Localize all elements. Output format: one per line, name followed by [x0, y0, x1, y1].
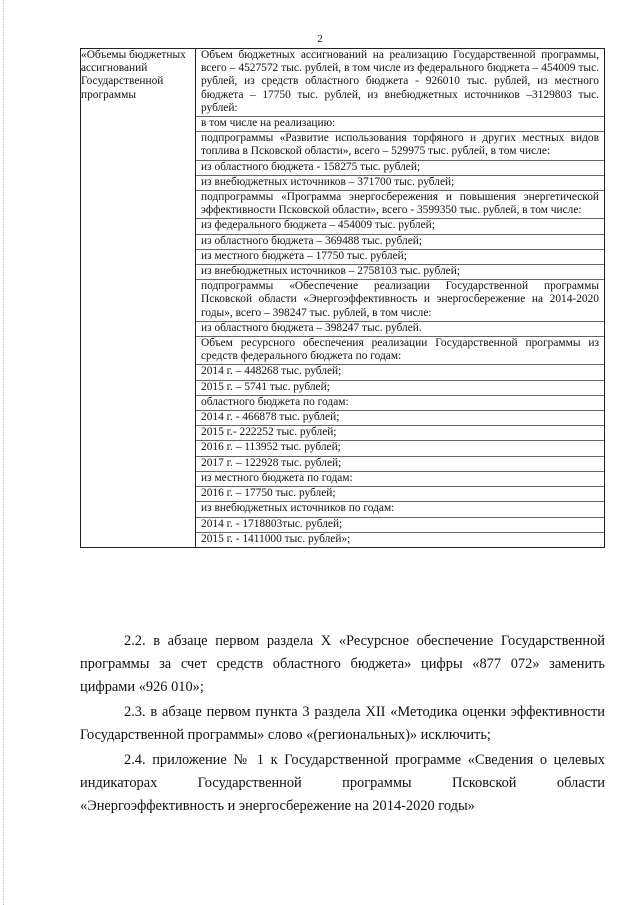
table-line: из областного бюджета – 398247 тыс. рублей.	[196, 322, 604, 337]
table-line: 2014 г. - 466878 тыс. рублей;	[196, 411, 604, 426]
table-label-cell: «Объемы бюджетных ассигнований Государственной программы	[81, 49, 196, 548]
page-number: 2	[317, 33, 323, 45]
table-line: 2016 г. – 17750 тыс. рублей;	[196, 487, 604, 502]
table-line: из местного бюджета по годам:	[196, 472, 604, 487]
document-body	[80, 630, 605, 818]
table-line: подпрограммы «Программа энергосбережения и повышения энергетической эффективности Псковской области», всего - 3599350 тыс. рублей, в том числе:	[196, 191, 604, 219]
table-line: 2015 г.- 222252 тыс. рублей;	[196, 426, 604, 441]
table-line: 2014 г. – 448268 тыс. рублей;	[196, 365, 604, 380]
table-line: областного бюджета по годам:	[196, 396, 604, 411]
table-line: 2016 г. – 113952 тыс. рублей;	[196, 441, 604, 456]
table-line: 2015 г. - 1411000 тыс. рублей»;	[201, 532, 351, 545]
table-line: из внебюджетных источников по годам:	[196, 502, 604, 517]
budget-table	[80, 48, 605, 548]
table-line: подпрограммы «Обеспечение реализации Государственной программы Псковской области «Энергоэффективность и энергосбережение на 2014-2020 годы», всего – 398247 тыс. рублей, в том числе:	[196, 280, 604, 322]
table-line: 2015 г. – 5741 тыс. рублей;	[196, 381, 604, 396]
table-line: из местного бюджета – 17750 тыс. рублей;	[196, 250, 604, 265]
table-line: 2014 г. - 1718803тыс. рублей;	[196, 518, 604, 533]
table-line: из областного бюджета - 158275 тыс. рублей;	[196, 161, 604, 176]
paragraph-2-2: 2.2. в абзаце первом раздела X «Ресурсное обеспечение Государственной программы за счет средств областного бюджета» цифры «877 072» заменить цифрами «926 010»;	[80, 633, 605, 695]
table-line: 2017 г. – 122928 тыс. рублей;	[196, 457, 604, 472]
table-line: Объем бюджетных ассигнований на реализацию Государственной программы, всего – 4527572 тыс. рублей, в том числе из федерального бюджета – 454009 тыс. рублей, из средств областного бюджета - 926010 тыс. рублей, из местного бюджета – 17750 тыс. рублей, из внебюджетных источников –3129803 тыс. рублей:	[196, 49, 604, 117]
table-line: из областного бюджета – 369488 тыс. рублей;	[196, 235, 604, 250]
table-row	[81, 49, 605, 548]
table-line: подпрограммы «Развитие использования торфяного и других местных видов топлива в Псковской области», всего – 529975 тыс. рублей, в том числе:	[196, 132, 604, 160]
paragraph-2-4: 2.4. приложение № 1 к Государственной программе «Сведения о целевых индикаторах Государственной программы Псковской области «Энергоэффективность и энергосбережение на 2014-2020 годы»	[80, 752, 605, 814]
page-edge-shadow	[3, 0, 6, 905]
table-line: в том числе на реализацию:	[196, 117, 604, 132]
table-line: из внебюджетных источников – 371700 тыс. рублей;	[196, 176, 604, 191]
paragraph-2-3: 2.3. в абзаце первом пункта 3 раздела XII «Методика оценки эффективности Государственной программы» слово «(региональных)» исключить;	[80, 704, 605, 743]
table-line: Объем ресурсного обеспечения реализации Государственной программы из средств федерального бюджета по годам:	[196, 337, 604, 365]
table-content-cell	[196, 49, 605, 548]
table-line: из федерального бюджета – 454009 тыс. рублей;	[196, 219, 604, 234]
table-line: из внебюджетных источников – 2758103 тыс. рублей;	[196, 265, 604, 280]
